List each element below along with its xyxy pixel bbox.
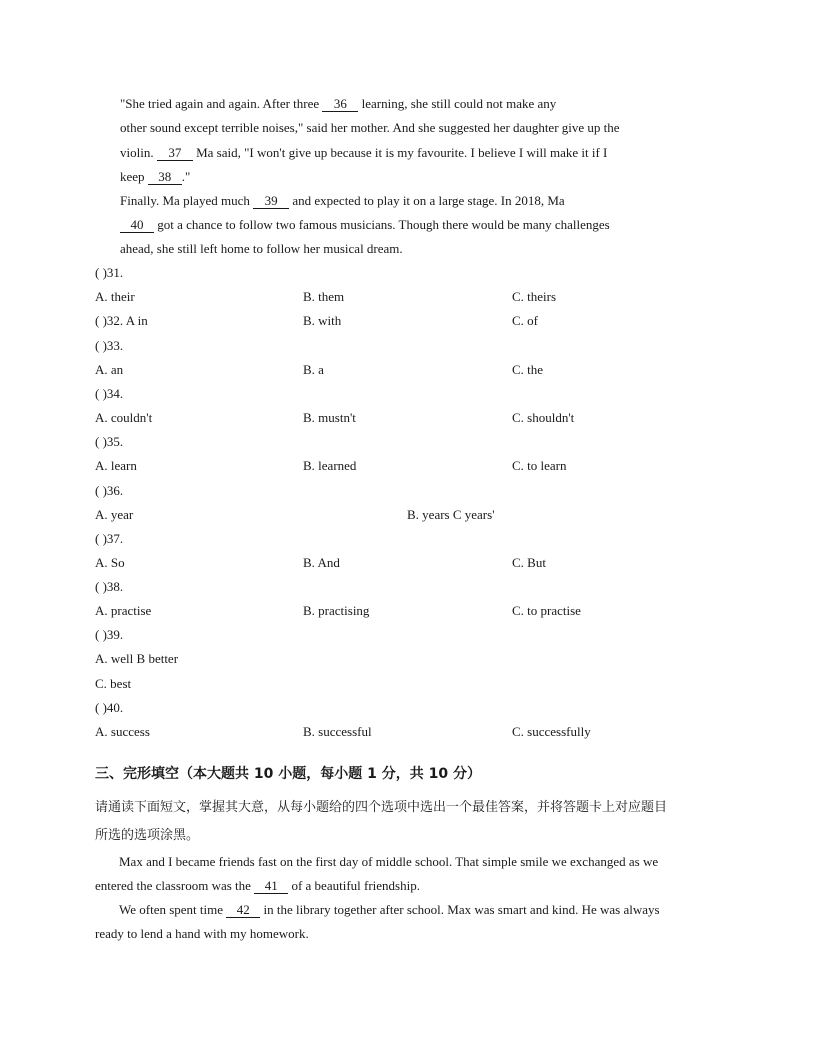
question-number: ( )36. bbox=[95, 483, 124, 498]
blank-41: 41 bbox=[254, 878, 288, 894]
option-a: A. year bbox=[95, 507, 134, 522]
blank-42: 42 bbox=[226, 902, 260, 918]
option-c: C. best bbox=[95, 676, 132, 691]
option-a: A. couldn't bbox=[95, 410, 153, 425]
option-b: B. learned bbox=[303, 458, 357, 473]
option-a: A. success bbox=[95, 724, 150, 739]
option-b: B. a bbox=[303, 362, 324, 377]
passage-line: "She tried again and again. After three 36 learning, she still could not make any bbox=[120, 96, 557, 111]
question-number: ( )31. bbox=[95, 265, 124, 280]
option-c: C. But bbox=[512, 555, 546, 570]
blank-36: 36 bbox=[322, 96, 358, 112]
option-b: B. And bbox=[303, 555, 340, 570]
option-c: C. successfully bbox=[512, 724, 591, 739]
passage-line: keep 38 ." bbox=[120, 169, 191, 184]
option-a: A. an bbox=[95, 362, 124, 377]
blank-39: 39 bbox=[253, 193, 289, 209]
passage-line: ready to lend a hand with my homework. bbox=[95, 926, 309, 941]
section-heading: 三、完形填空（本大题共 10 小题，每小题 1 分，共 10 分） bbox=[95, 766, 481, 782]
passage-line: other sound except terrible noises," said her mother. And she suggested her daughter give up the bbox=[120, 120, 620, 135]
passage-line: entered the classroom was the 41 of a beautiful friendship. bbox=[95, 878, 420, 893]
option-bc: B. years C years' bbox=[407, 507, 495, 522]
passage-line: ahead, she still left home to follow her musical dream. bbox=[120, 241, 403, 256]
option-a: A. So bbox=[95, 555, 125, 570]
option-a: A. their bbox=[95, 289, 135, 304]
blank-37: 37 bbox=[157, 145, 193, 161]
question-number: ( )39. bbox=[95, 627, 124, 642]
option-c: C. to practise bbox=[512, 603, 581, 618]
question-number: ( )37. bbox=[95, 531, 124, 546]
question-number: ( )34. bbox=[95, 386, 124, 401]
option-a: A. learn bbox=[95, 458, 137, 473]
passage-line: Finally. Ma played much 39 and expected to play it on a large stage. In 2018, Ma bbox=[120, 193, 565, 208]
option-c: C. of bbox=[512, 313, 538, 328]
blank-38: 38 bbox=[148, 169, 182, 185]
option-c: C. shouldn't bbox=[512, 410, 575, 425]
option-b: B. mustn't bbox=[303, 410, 356, 425]
instruction-line: 所选的选项涂黑。 bbox=[95, 828, 200, 843]
question-number: ( )40. bbox=[95, 700, 124, 715]
instruction-line: 请通读下面短文，掌握其大意，从每小题给的四个选项中选出一个最佳答案，并将答题卡上对应题目 bbox=[95, 800, 668, 815]
question-number: ( )33. bbox=[95, 338, 124, 353]
option-c: C. to learn bbox=[512, 458, 567, 473]
option-b: B. successful bbox=[303, 724, 372, 739]
option-b: B. them bbox=[303, 289, 345, 304]
blank-40: 40 bbox=[120, 217, 154, 233]
option-ab: A. well B better bbox=[95, 651, 179, 666]
option-a: A. practise bbox=[95, 603, 152, 618]
option-b: B. practising bbox=[303, 603, 370, 618]
passage-line: We often spent time 42 in the library together after school. Max was smart and kind. He was always bbox=[119, 902, 660, 917]
question-number: ( )38. bbox=[95, 579, 124, 594]
option-c: C. theirs bbox=[512, 289, 557, 304]
option-c: C. the bbox=[512, 362, 544, 377]
passage-line: Max and I became friends fast on the first day of middle school. That simple smile we exchanged as we bbox=[119, 854, 659, 869]
option-b: B. with bbox=[303, 313, 342, 328]
passage-line: 40 got a chance to follow two famous musicians. Though there would be many challenges bbox=[120, 216, 610, 234]
passage-line: violin. 37 Ma said, "I won't give up because it is my favourite. I believe I will make it if I bbox=[120, 145, 608, 160]
question-number: ( )32. A in bbox=[95, 313, 148, 328]
question-number: ( )35. bbox=[95, 434, 124, 449]
